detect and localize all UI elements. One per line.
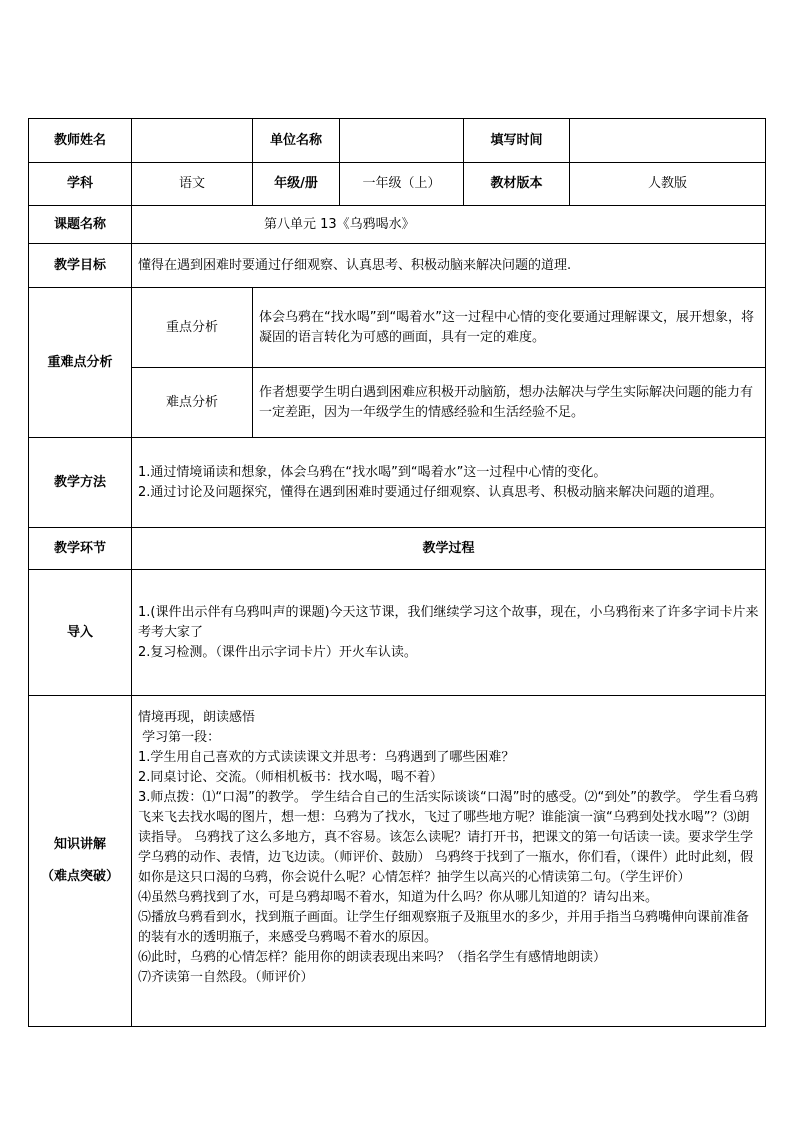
knowledge-label: 知识讲解: [53, 837, 106, 852]
textbook-edition-label: 教材版本: [464, 163, 570, 206]
difficult-analysis-label: 难点分析: [132, 368, 253, 438]
unit-name-value: [340, 119, 464, 163]
grade-label: 年级/册: [253, 163, 340, 206]
row-method: [29, 438, 766, 528]
knowledge-line: 2.同桌讨论、交流。（师相机板书：找水喝，喝不着）: [138, 770, 443, 785]
difficult-analysis-value: 作者想要学生明白遇到困难应积极开动脑筋，想办法解决与学生实际解决问题的能力有一定差距，因为一年级学生的情感经验和生活经验不足。: [253, 368, 766, 438]
subject-label: 学科: [29, 163, 132, 206]
unit-name-label: 单位名称: [253, 119, 340, 163]
knowledge-line: ⑹此时，乌鸦的心情怎样？能用你的朗读表现出来吗？（指名学生有感情地朗读）: [138, 950, 607, 965]
key-analysis-label: 重点分析: [132, 288, 253, 368]
topic-label: 课题名称: [29, 206, 132, 244]
row-intro: [29, 570, 766, 696]
subject-value: 语文: [132, 163, 253, 206]
intro-line: 2.复习检测。（课件出示字词卡片）开火车认读。: [138, 644, 417, 660]
goal-value: 懂得在遇到困难时要通过仔细观察、认真思考、积极动脑来解决问题的道理.: [132, 244, 766, 288]
knowledge-line: ⑸播放乌鸦看到水，找到瓶子画面。让学生仔细观察瓶子及瓶里水的多少，并用手指当乌鸦嘴伸向课前准备的装有水的透明瓶子，来感受乌鸦喝不着水的原因。: [138, 910, 750, 945]
row-difficult-analysis: [29, 368, 766, 438]
intro-value: [132, 570, 766, 696]
knowledge-value: [132, 696, 766, 1027]
teacher-name-value: [132, 119, 253, 163]
knowledge-line: 情境再现，朗读感悟: [138, 710, 256, 725]
textbook-edition-value: 人教版: [570, 163, 766, 206]
knowledge-line: 1.学生用自己喜欢的方式读读课文并思考：乌鸦遇到了哪些困难？: [138, 750, 515, 765]
row-topic: [29, 206, 766, 244]
process-step-label: 教学环节: [29, 528, 132, 570]
intro-label: 导入: [29, 570, 132, 696]
knowledge-line: ⑺齐读第一自然段。（师评价）: [138, 970, 314, 985]
fill-date-value: [570, 119, 766, 163]
fill-date-label: 填写时间: [464, 119, 570, 163]
knowledge-sublabel: （难点突破）: [40, 869, 119, 884]
key-analysis-value: 体会乌鸦在“找水喝”到“喝着水”这一过程中心情的变化要通过理解课文，展开想象，将凝固的语言转化为可感的画面，具有一定的难度。: [253, 288, 766, 368]
teacher-name-label: 教师姓名: [29, 119, 132, 163]
knowledge-line: ⑷虽然乌鸦找到了水，可是乌鸦却喝不着水，知道为什么吗？你从哪儿知道的？请勾出来。: [138, 890, 659, 905]
row-key-analysis: [29, 288, 766, 368]
intro-line: 1.(课件出示伴有乌鸦叫声的课题)今天这节课，我们继续学习这个故事，现在，小乌鸦衔来了许多字词卡片来考考大家了: [138, 604, 759, 640]
lesson-plan-table: [28, 118, 766, 1027]
row-subject-info: [29, 163, 766, 206]
row-process-header: [29, 528, 766, 570]
row-knowledge: [29, 696, 766, 1027]
topic-value: [132, 206, 766, 244]
method-line: 2.通过讨论及问题探究，懂得在遇到困难时要通过仔细观察、认真思考、积极动脑来解决问题的道理。: [138, 484, 723, 500]
knowledge-line: 学习第一段：: [138, 730, 221, 745]
knowledge-label-cell: [29, 696, 132, 1027]
analysis-label: 重难点分析: [29, 288, 132, 438]
topic-text: 第八单元 13《乌鸦喝水》: [264, 216, 415, 232]
method-value: [132, 438, 766, 528]
grade-value: 一年级（上）: [340, 163, 464, 206]
process-header: 教学过程: [132, 528, 766, 570]
row-goal: [29, 244, 766, 288]
row-teacher-info: [29, 119, 766, 163]
knowledge-line: 3.师点拨：⑴“口渴”的教学。 学生结合自己的生活实际谈谈“口渴”时的感受。⑵“到处”的教学。 学生看乌鸦飞来飞去找水喝的图片，想一想：乌鸦为了找水，飞过了哪些地方呢？谁能演一演“乌鸦到处找水喝”？⑶朗读指导。 乌鸦找了这么多地方，真不容易。该怎么读呢？请打开书，把课文的第一句话读一读。要求学生学学乌鸦的动作、表情，边飞边读。（师评价、鼓励） 乌鸦终于找到了一瓶水，你们看，（课件）此时此刻，假如你是这只口渴的乌鸦，你会说什么呢？心情怎样？抽学生以高兴的心情读第二句。（学生评价）: [138, 790, 759, 885]
method-label: 教学方法: [29, 438, 132, 528]
method-line: 1.通过情境诵读和想象，体会乌鸦在“找水喝”到“喝着水”这一过程中心情的变化。: [138, 464, 607, 480]
goal-label: 教学目标: [29, 244, 132, 288]
